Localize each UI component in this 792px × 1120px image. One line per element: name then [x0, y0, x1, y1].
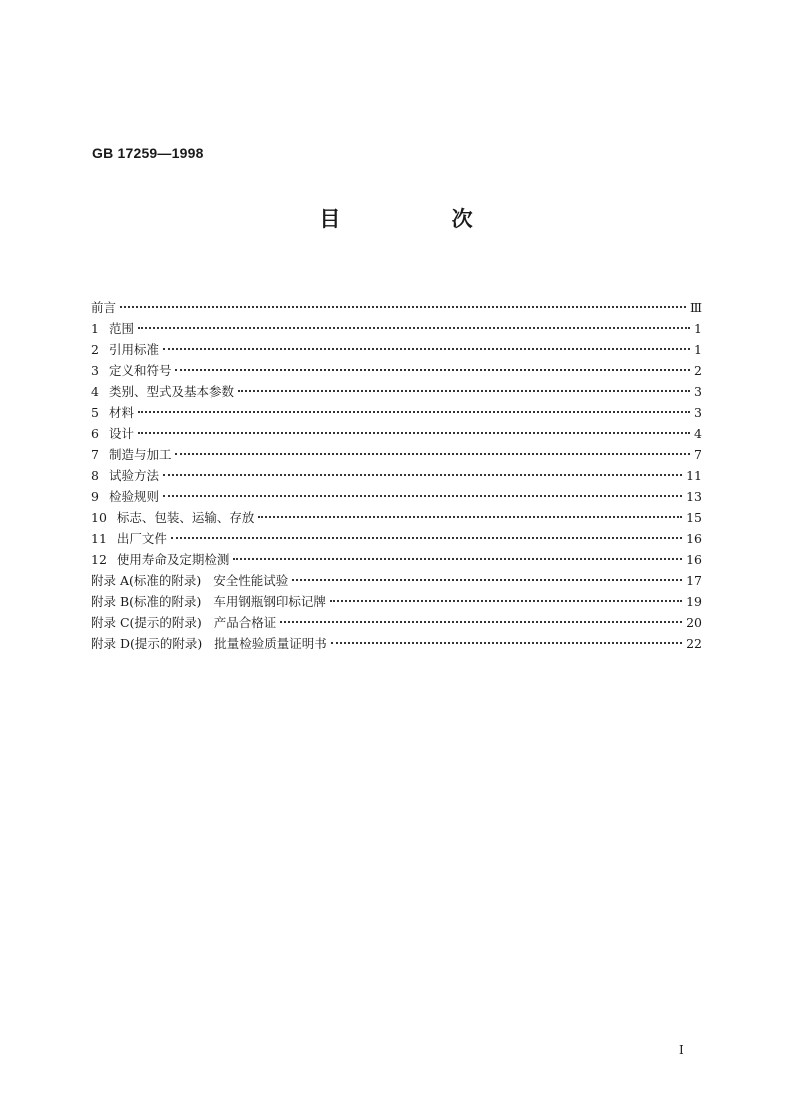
dot-leader — [163, 474, 682, 476]
toc-entry-page: 17 — [686, 573, 702, 588]
toc-entry-number: 12 — [91, 552, 107, 567]
dot-leader — [175, 369, 690, 371]
toc-entry[interactable] — [91, 570, 702, 591]
page-title: 目 次 — [319, 207, 525, 231]
toc-entry-page: 3 — [694, 384, 702, 399]
toc-entry-label: 出厂文件 — [116, 531, 167, 546]
toc-entry-page: 19 — [686, 594, 702, 609]
toc-entry-subtitle: 安全性能试验 — [213, 573, 289, 588]
table-of-contents — [91, 297, 702, 654]
toc-entry-label: 前言 — [91, 300, 117, 315]
toc-entry-number: 7 — [91, 447, 99, 462]
toc-entry-number: 2 — [91, 342, 99, 357]
toc-entry-page: 1 — [694, 342, 702, 357]
toc-entry[interactable] — [91, 297, 702, 318]
dot-leader — [120, 306, 686, 308]
dot-leader — [138, 411, 690, 413]
toc-entry-subtitle: 产品合格证 — [213, 615, 277, 630]
toc-entry-subtitle: 批量检验质量证明书 — [214, 636, 327, 651]
toc-entry-label: 附录 B(标准的附录) — [91, 594, 202, 609]
document-code: GB 17259—1998 — [92, 145, 204, 161]
toc-entry[interactable] — [91, 507, 702, 528]
dot-leader — [138, 432, 690, 434]
toc-entry-number: 10 — [91, 510, 107, 525]
toc-entry-page: 2 — [694, 363, 702, 378]
toc-entry-number: 1 — [91, 321, 99, 336]
toc-entry-label: 类别、型式及基本参数 — [108, 384, 234, 399]
toc-entry-subtitle: 车用钢瓶钢印标记牌 — [213, 594, 326, 609]
toc-entry[interactable] — [91, 612, 702, 633]
toc-entry[interactable] — [91, 633, 702, 654]
dot-leader — [258, 516, 682, 518]
toc-entry[interactable] — [91, 465, 702, 486]
toc-entry-page: Ⅲ — [689, 300, 702, 315]
dot-leader — [138, 327, 690, 329]
toc-entry[interactable] — [91, 381, 702, 402]
dot-leader — [280, 621, 682, 623]
toc-entry[interactable] — [91, 402, 702, 423]
toc-entry[interactable] — [91, 528, 702, 549]
toc-entry-page: 13 — [686, 489, 702, 504]
dot-leader — [238, 390, 690, 392]
toc-entry-number: 8 — [91, 468, 99, 483]
toc-entry-number: 6 — [91, 426, 99, 441]
toc-entry[interactable] — [91, 318, 702, 339]
toc-entry-page: 20 — [686, 615, 702, 630]
toc-entry-label: 范围 — [108, 321, 134, 336]
toc-entry-label: 使用寿命及定期检测 — [116, 552, 230, 567]
toc-entry-page: 7 — [694, 447, 702, 462]
toc-entry-page: 1 — [694, 321, 702, 336]
dot-leader — [233, 558, 682, 560]
toc-entry-label: 引用标准 — [108, 342, 159, 357]
dot-leader — [330, 600, 682, 602]
toc-entry-label: 附录 A(标准的附录) — [91, 573, 202, 588]
toc-entry-label: 附录 D(提示的附录) — [91, 636, 203, 651]
dot-leader — [171, 537, 682, 539]
toc-entry-label: 标志、包装、运输、存放 — [116, 510, 255, 525]
dot-leader — [163, 348, 690, 350]
toc-entry-page: 3 — [694, 405, 702, 420]
toc-entry[interactable] — [91, 360, 702, 381]
toc-entry-number: 5 — [91, 405, 99, 420]
toc-entry[interactable] — [91, 339, 702, 360]
toc-entry-number: 3 — [91, 363, 99, 378]
toc-entry-page: 16 — [686, 531, 702, 546]
toc-entry-page: 16 — [686, 552, 702, 567]
toc-entry-page: 15 — [686, 510, 702, 525]
toc-entry-label: 制造与加工 — [108, 447, 172, 462]
toc-entry[interactable] — [91, 444, 702, 465]
toc-entry-label: 试验方法 — [108, 468, 159, 483]
toc-entry-number: 11 — [91, 531, 107, 546]
toc-entry-number: 9 — [91, 489, 99, 504]
dot-leader — [175, 453, 690, 455]
page-number: I — [679, 1043, 684, 1057]
toc-entry[interactable] — [91, 591, 702, 612]
toc-entry-label: 设计 — [108, 426, 134, 441]
toc-entry[interactable] — [91, 549, 702, 570]
toc-entry-page: 22 — [686, 636, 702, 651]
toc-entry-page: 11 — [686, 468, 702, 483]
dot-leader — [163, 495, 682, 497]
toc-entry-label: 材料 — [108, 405, 134, 420]
toc-entry-page: 4 — [694, 426, 702, 441]
toc-entry-number: 4 — [91, 384, 99, 399]
toc-entry-label: 定义和符号 — [108, 363, 172, 378]
toc-entry[interactable] — [91, 423, 702, 444]
dot-leader — [331, 642, 682, 644]
toc-entry-label: 检验规则 — [108, 489, 159, 504]
toc-entry-label: 附录 C(提示的附录) — [91, 615, 202, 630]
dot-leader — [292, 579, 682, 581]
toc-entry[interactable] — [91, 486, 702, 507]
